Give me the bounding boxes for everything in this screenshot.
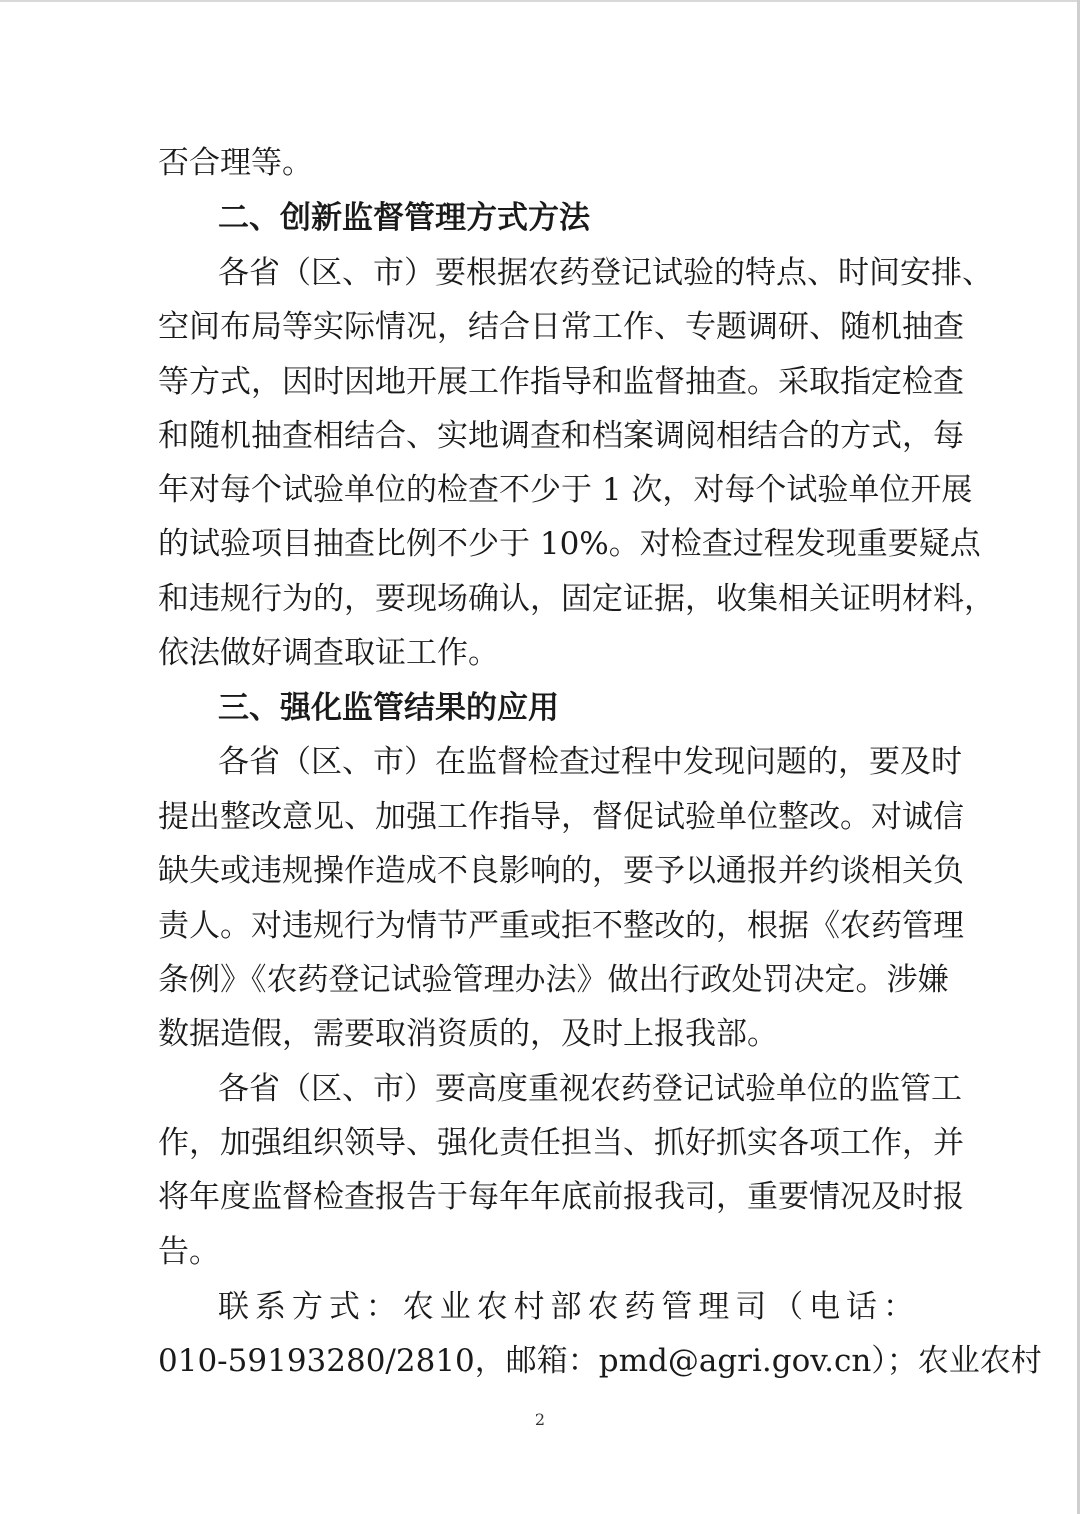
section-heading-2: 二、创新监督管理方式方法 [218, 200, 590, 236]
paragraph-line: 空间布局等实际情况，结合日常工作、专题调研、随机抽查 [158, 309, 964, 345]
paragraph-line: 数据造假，需要取消资质的，及时上报我部。 [158, 1016, 778, 1052]
paragraph-line: 将年度监督检查报告于每年年底前报我司，重要情况及时报 [158, 1179, 964, 1215]
paragraph-line: 各省（区、市）要根据农药登记试验的特点、时间安排、 [218, 255, 993, 291]
paragraph-line: 各省（区、市）要高度重视农药登记试验单位的监管工 [218, 1071, 962, 1107]
paragraph-line: 和违规行为的，要现场确认，固定证据，收集相关证明材料， [158, 581, 995, 617]
contact-line: 010-59193280/2810，邮箱：pmd@agri.gov.cn）；农业农村 [158, 1343, 1042, 1379]
paragraph-line: 缺失或违规操作造成不良影响的，要予以通报并约谈相关负 [158, 853, 964, 889]
paragraph-line: 的试验项目抽查比例不少于 10%。对检查过程发现重要疑点 [158, 526, 981, 562]
paragraph-line: 依法做好调查取证工作。 [158, 635, 499, 671]
paragraph-line: 告。 [158, 1234, 220, 1270]
page-number: 2 [534, 1410, 546, 1429]
page-edge [0, 0, 1080, 2]
contact-line: 联系方式：农业农村部农药管理司（电话： [218, 1289, 914, 1325]
section-heading-3: 三、强化监管结果的应用 [218, 690, 559, 726]
paragraph-line: 各省（区、市）在监督检查过程中发现问题的，要及时 [218, 744, 962, 780]
paragraph-line: 等方式，因时因地开展工作指导和监督抽查。采取指定检查 [158, 364, 964, 400]
paragraph-line: 作，加强组织领导、强化责任担当、抓好抓实各项工作，并 [158, 1125, 964, 1161]
paragraph-line: 否合理等。 [158, 145, 313, 181]
paragraph-line: 责人。对违规行为情节严重或拒不整改的，根据《农药管理 [158, 908, 964, 944]
paragraph-line: 年对每个试验单位的检查不少于 1 次，对每个试验单位开展 [158, 472, 973, 508]
paragraph-line: 提出整改意见、加强工作指导，督促试验单位整改。对诚信 [158, 799, 964, 835]
paragraph-line: 条例》《农药登记试验管理办法》做出行政处罚决定。涉嫌 [158, 962, 949, 998]
paragraph-line: 和随机抽查相结合、实地调查和档案调阅相结合的方式，每 [158, 418, 964, 454]
